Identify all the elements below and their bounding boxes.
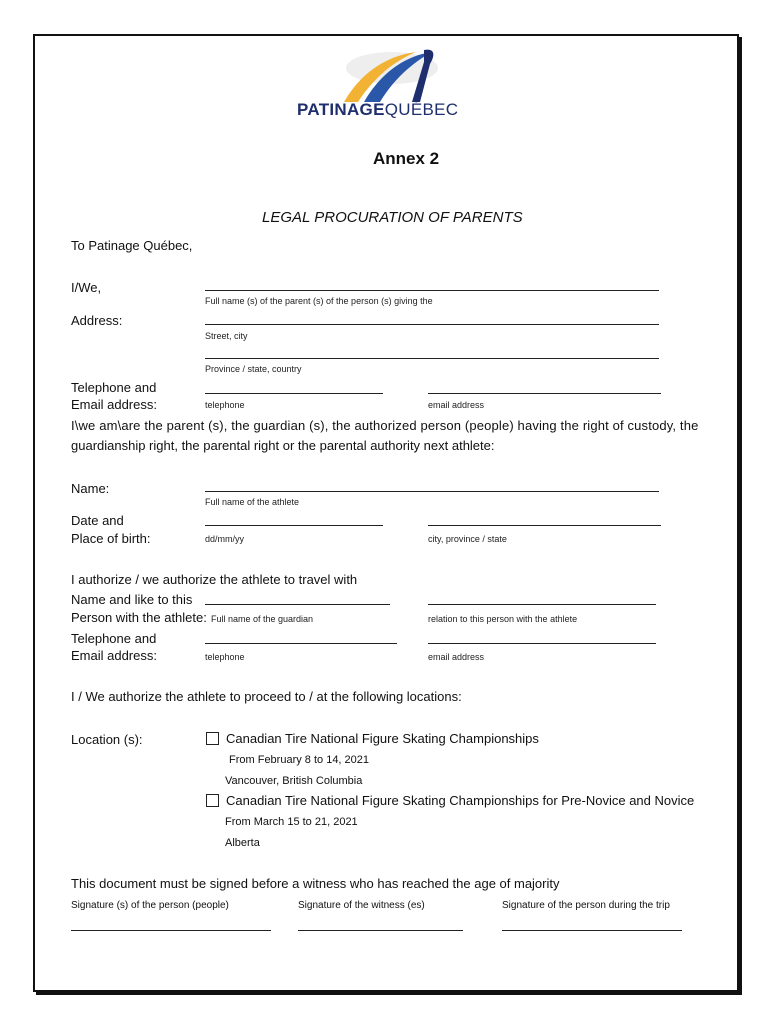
guardian-name-caption: Full name of the guardian bbox=[211, 614, 314, 624]
signature-witness-field[interactable] bbox=[298, 930, 463, 931]
location-1-title: Canadian Tire National Figure Skating Championships bbox=[226, 731, 539, 746]
guardian-name-field[interactable] bbox=[205, 604, 390, 605]
location-1-dates: From February 8 to 14, 2021 bbox=[229, 754, 370, 766]
location-2-dates: From March 15 to 21, 2021 bbox=[225, 816, 358, 828]
declaration-line-1: I\we am\are the parent (s), the guardian (s), the authorized person (people) having the right of custody, the bbox=[71, 418, 699, 433]
guardian-relation-caption: relation to this person with the athlete bbox=[428, 614, 578, 624]
athlete-dob-label-2: Place of birth: bbox=[71, 531, 151, 546]
location-1-place: Vancouver, British Columbia bbox=[225, 775, 363, 787]
parent-name-caption: Full name (s) of the parent (s) of the person (s) giving the bbox=[205, 296, 433, 306]
patinage-quebec-logo-icon bbox=[330, 44, 440, 106]
document-title: LEGAL PROCURATION OF PARENTS bbox=[262, 209, 523, 226]
companion-contact-label-2: Email address: bbox=[71, 648, 157, 663]
form-page bbox=[33, 34, 739, 992]
companion-label-1: Name and like to this bbox=[71, 592, 193, 607]
athlete-date-caption: dd/mm/yy bbox=[205, 534, 245, 544]
companion-telephone-field[interactable] bbox=[205, 643, 397, 644]
athlete-name-label: Name: bbox=[71, 481, 110, 496]
parent-contact-label-1: Telephone and bbox=[71, 380, 157, 395]
locations-intro: I / We authorize the athlete to proceed to / at the following locations: bbox=[71, 689, 462, 704]
parent-telephone-field[interactable] bbox=[205, 393, 383, 394]
logo-brand-bold: PATINAGE bbox=[297, 100, 385, 119]
street-field[interactable] bbox=[205, 324, 659, 325]
athlete-birthplace-field[interactable] bbox=[428, 525, 661, 526]
travel-intro: I authorize / we authorize the athlete to travel with bbox=[71, 572, 358, 587]
signature-trip-field[interactable] bbox=[502, 930, 682, 931]
location-1-checkbox[interactable] bbox=[206, 732, 219, 745]
companion-telephone-caption: telephone bbox=[205, 652, 245, 662]
signature-people-caption: Signature (s) of the person (people) bbox=[71, 900, 229, 911]
logo-wordmark bbox=[297, 100, 458, 120]
location-2-title: Canadian Tire National Figure Skating Championships for Pre-Novice and Novice bbox=[226, 793, 695, 808]
witness-note: This document must be signed before a witness who has reached the age of majority bbox=[71, 876, 560, 891]
athlete-name-field[interactable] bbox=[205, 491, 659, 492]
athlete-name-caption: Full name of the athlete bbox=[205, 497, 300, 507]
companion-label-2: Person with the athlete: bbox=[71, 610, 207, 625]
logo-brand-light: QUÉBEC bbox=[384, 100, 459, 119]
guardian-relation-field[interactable] bbox=[428, 604, 656, 605]
province-field[interactable] bbox=[205, 358, 659, 359]
address-label: Address: bbox=[71, 313, 123, 328]
athlete-dob-field[interactable] bbox=[205, 525, 383, 526]
salutation: To Patinage Québec, bbox=[71, 238, 193, 253]
parent-email-caption: email address bbox=[428, 400, 485, 410]
athlete-dob-label-1: Date and bbox=[71, 513, 124, 528]
parent-telephone-caption: telephone bbox=[205, 400, 245, 410]
signature-trip-caption: Signature of the person during the trip bbox=[502, 900, 670, 911]
signature-witness-caption: Signature of the witness (es) bbox=[298, 900, 425, 911]
locations-label: Location (s): bbox=[71, 732, 143, 747]
companion-email-field[interactable] bbox=[428, 643, 656, 644]
parent-email-field[interactable] bbox=[428, 393, 661, 394]
companion-contact-label-1: Telephone and bbox=[71, 631, 157, 646]
annex-title: Annex 2 bbox=[373, 149, 440, 168]
signature-people-field[interactable] bbox=[71, 930, 271, 931]
companion-email-caption: email address bbox=[428, 652, 485, 662]
parent-label: I/We, bbox=[71, 280, 102, 295]
athlete-place-caption: city, province / state bbox=[428, 534, 507, 544]
parent-name-field[interactable] bbox=[205, 290, 659, 291]
province-caption: Province / state, country bbox=[205, 364, 302, 374]
parent-contact-label-2: Email address: bbox=[71, 397, 157, 412]
location-2-checkbox[interactable] bbox=[206, 794, 219, 807]
declaration-line-2: guardianship right, the parental right or the parental authority next athlete: bbox=[71, 438, 495, 453]
street-caption: Street, city bbox=[205, 331, 248, 341]
location-2-place: Alberta bbox=[225, 837, 260, 849]
